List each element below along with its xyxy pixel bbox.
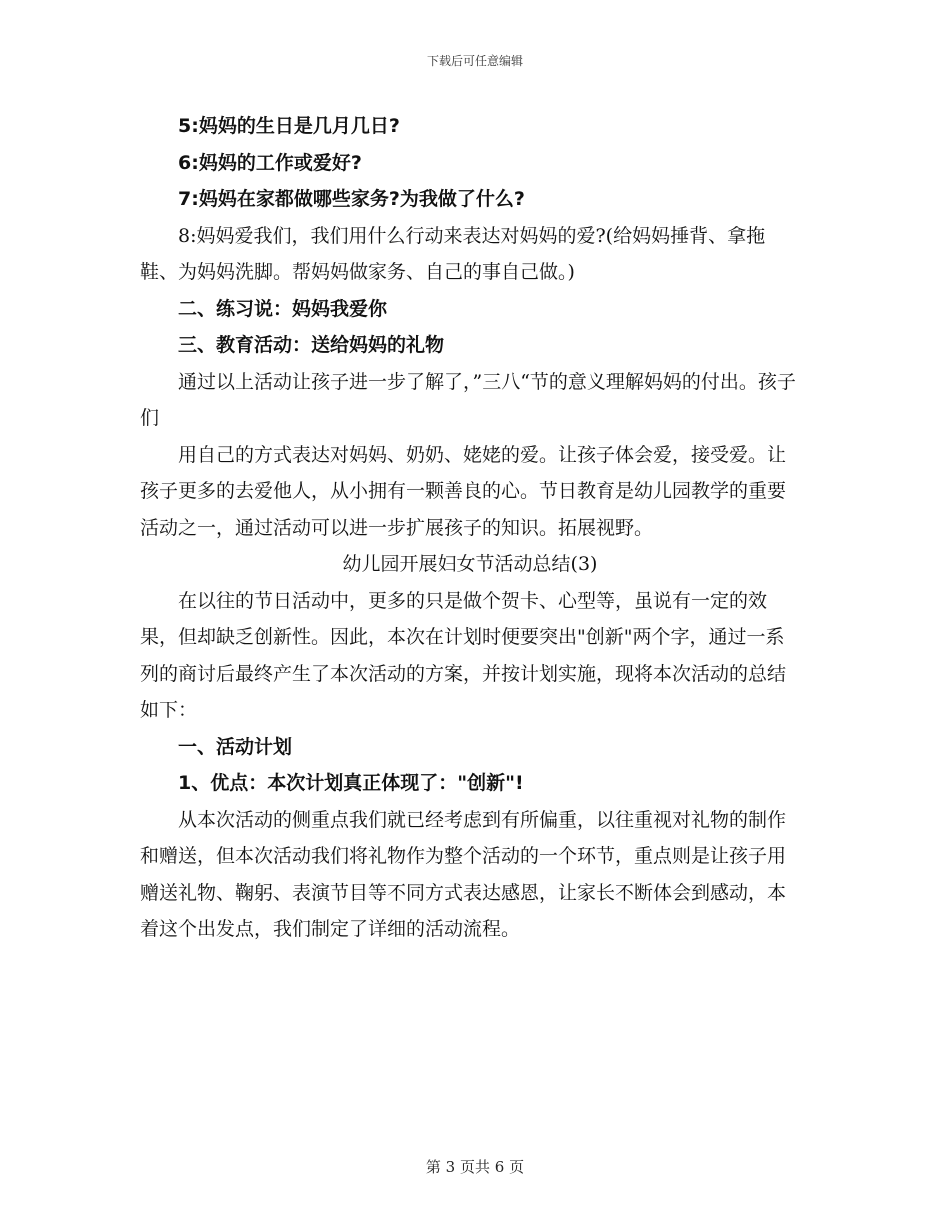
section-practice-heading: 二、练习说：妈妈我爱你 <box>178 297 388 320</box>
header-note: 下载后可任意编辑 <box>426 54 523 68</box>
subsection-advantage-heading: 1、优点：本次计划真正体现了："创新"! <box>178 772 524 794</box>
section-plan-heading: 一、活动计划 <box>178 735 293 758</box>
question-housework: 7:妈妈在家都做哪些家务?为我做了什么? <box>178 188 525 210</box>
page-number: 第 3 页共 6 页 <box>425 1158 525 1176</box>
document-body <box>140 108 800 948</box>
question-work-hobby: 6:妈妈的工作或爱好? <box>178 151 362 174</box>
question-birthday: 5:妈妈的生日是几月几日? <box>178 115 400 137</box>
question-express-love: 8:妈妈爱我们，我们用什么行动来表达对妈妈的爱?(给妈妈捶背、拿拖鞋、为妈妈洗脚。帮妈妈做家务、自己的事自己做。) <box>140 224 766 283</box>
paragraph-express-own-way: 用自己的方式表达对妈妈、奶奶、姥姥的爱。让孩子体会爱，接受爱。让孩子更多的去爱他人，从小拥有一颗善良的心。节日教育是幼儿园教学的重要活动之一，通过活动可以进一步扩展孩子的知识。拓展视野。 <box>140 443 787 539</box>
paragraph-introduction: 在以往的节日活动中，更多的只是做个贺卡、心型等，虽说有一定的效果，但却缺乏创新性。因此，本次在计划时便要突出"创新"两个字，通过一系列的商讨后最终产生了本次活动的方案，并按计划实施，现将本次活动的总结如下： <box>140 589 787 721</box>
article-title: 幼儿园开展妇女节活动总结(3) <box>342 553 598 575</box>
paragraph-focus: 从本次活动的侧重点我们就已经考虑到有所偏重，以往重视对礼物的制作和赠送，但本次活动我们将礼物作为整个活动的一个环节，重点则是让孩子用赠送礼物、鞠躬、表演节目等不同方式表达感恩，让家长不断体会到感动，本着这个出发点，我们制定了详细的活动流程。 <box>140 808 787 940</box>
paragraph-understanding: 通过以上活动让孩子进一步了解了，”三八“节的意义理解妈妈的付出。孩子们 <box>140 370 796 429</box>
section-education-heading: 三、教育活动：送给妈妈的礼物 <box>178 334 445 356</box>
